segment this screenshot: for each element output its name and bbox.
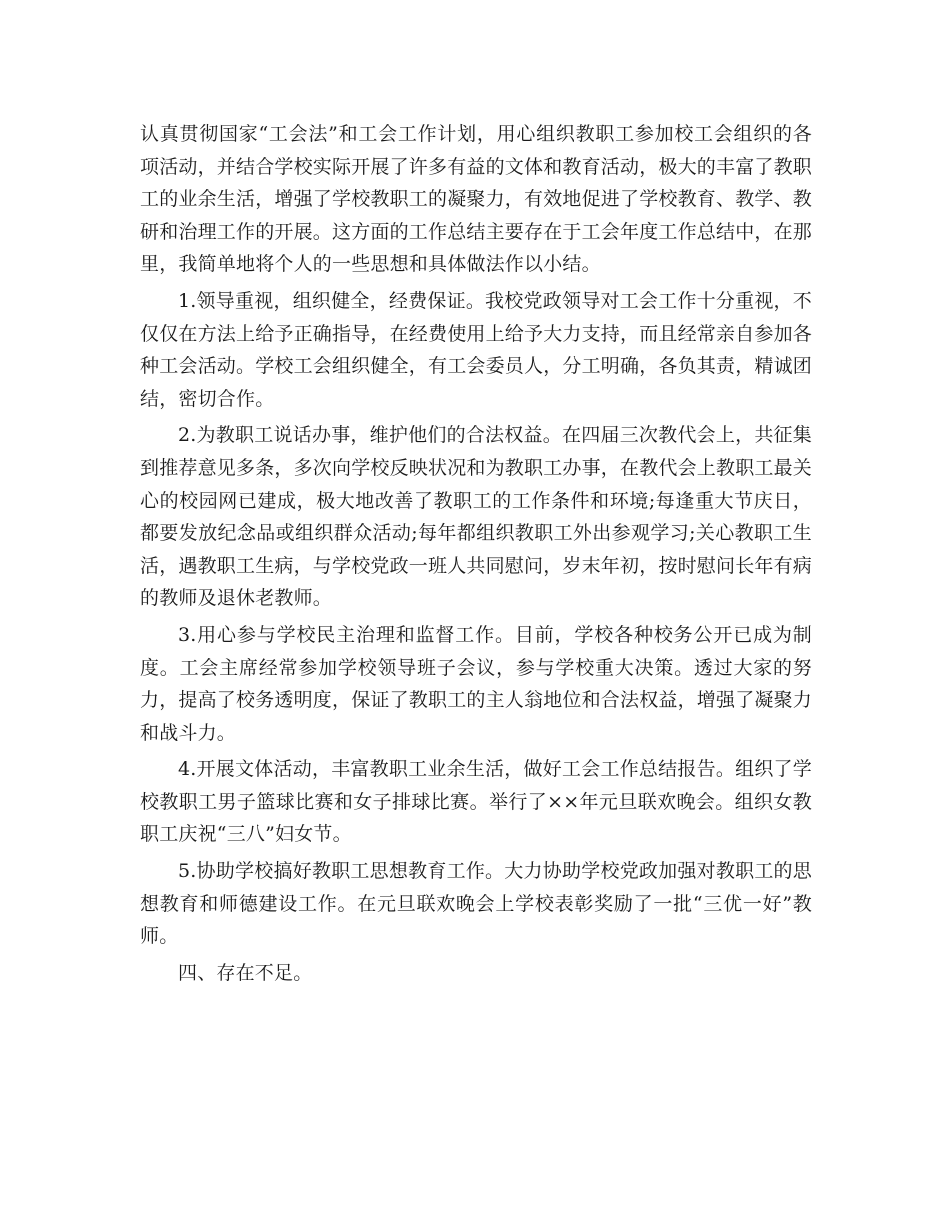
- paragraph-intro: 认真贯彻国家“工会法”和工会工作计划，用心组织教职工参加校工会组织的各项活动，并结合学校实际开展了许多有益的文体和教育活动，极大的丰富了教职工的业余生活，增强了学校教职工的凝聚力，有效地促进了学校教育、教学、教研和治理工作的开展。这方面的工作总结主要存在于工会年度工作总结中，在那里，我简单地将个人的一些思想和具体做法作以小结。: [140, 123, 813, 276]
- section-heading-shortcomings: 四、存在不足。: [178, 961, 313, 984]
- paragraph-item-1: 1.领导重视，组织健全，经费保证。我校党政领导对工会工作十分重视，不仅仅在方法上给予正确指导，在经费使用上给予大力支持，而且经常亲自参加各种工会活动。学校工会组织健全，有工会委员人，分工明确，各负其责，精诚团结，密切合作。: [140, 289, 813, 410]
- document-body: [140, 118, 812, 989]
- paragraph-item-5: 5.协助学校搞好教职工思想教育工作。大力协助学校党政加强对教职工的思想教育和师德建设工作。在元旦联欢晚会上学校表彰奖励了一批“三优一好”教师。: [140, 860, 812, 948]
- paragraph-item-3: 3.用心参与学校民主治理和监督工作。目前，学校各种校务公开已成为制度。工会主席经常参加学校领导班子会议，参与学校重大决策。透过大家的努力，提高了校务透明度，保证了教职工的主人翁地位和合法权益，增强了凝聚力和战斗力。: [140, 623, 813, 744]
- paragraph-item-2: 2.为教职工说话办事，维护他们的合法权益。在四届三次教代会上，共征集到推荐意见多条，多次向学校反映状况和为教职工办事，在教代会上教职工最关心的校园网已建成，极大地改善了教职工的工作条件和环境;每逢重大节庆日，都要发放纪念品或组织群众活动;每年都组织教职工外出参观学习;关心教职工生活，遇教职工生病，与学校党政一班人共同慰问，岁末年初，按时慰问长年有病的教师及退休老教师。: [140, 424, 813, 610]
- paragraph-item-4: 4.开展文体活动，丰富教职工业余生活，做好工会工作总结报告。组织了学校教职工男子篮球比赛和女子排球比赛。举行了××年元旦联欢晚会。组织女教职工庆祝“三八”妇女节。: [140, 758, 812, 846]
